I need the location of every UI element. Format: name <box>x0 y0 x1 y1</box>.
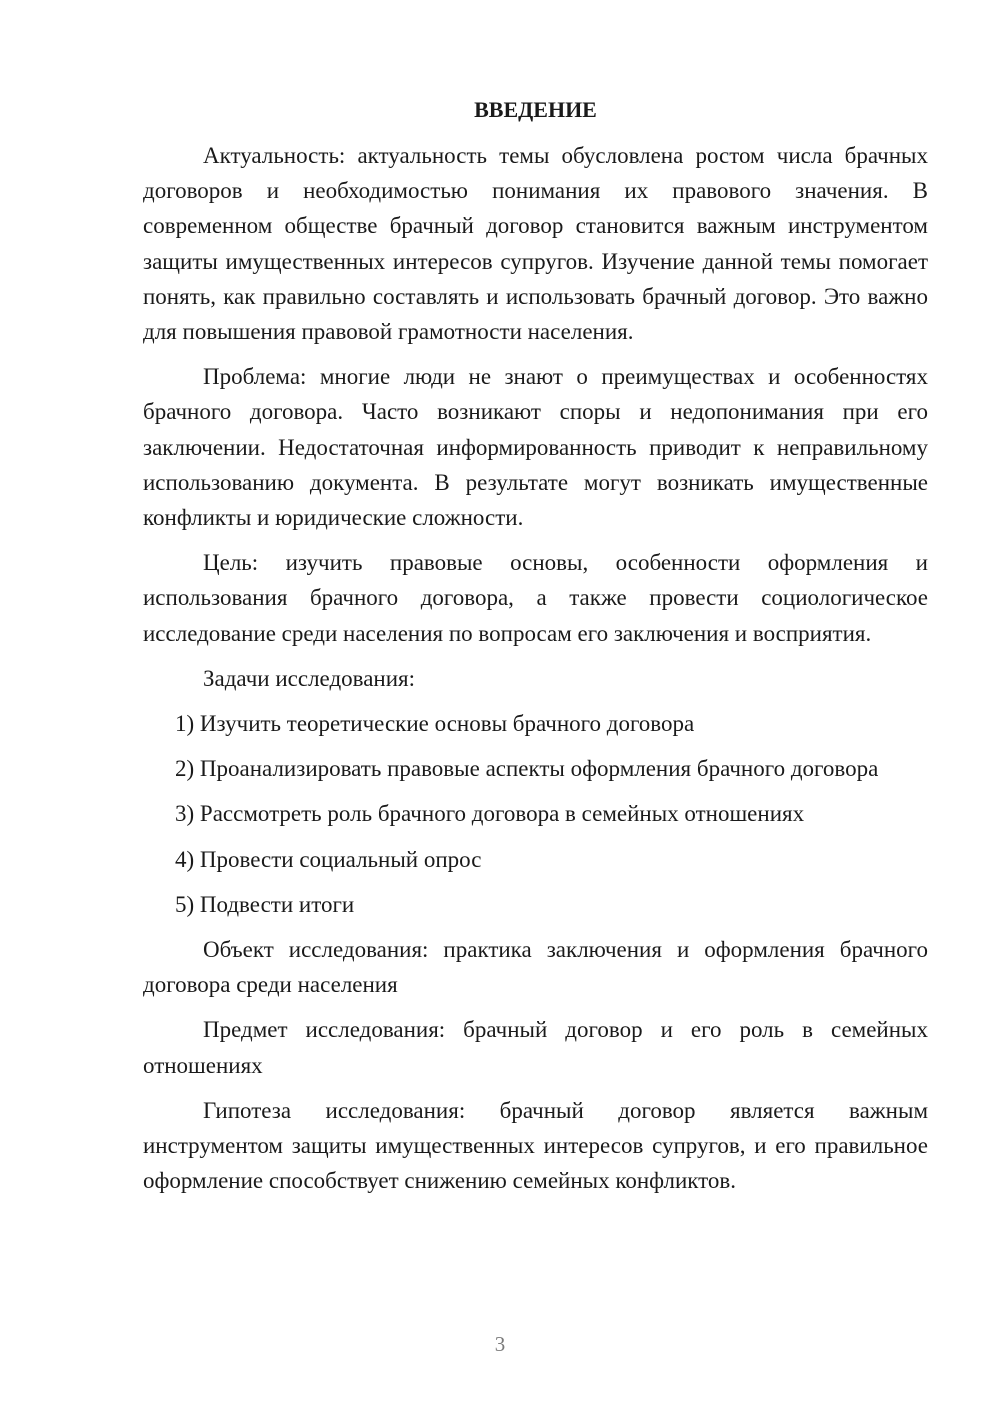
list-item-task-2: 2) Проанализировать правовые аспекты оформления брачного договора <box>175 756 879 782</box>
paragraph-problem: Проблема: многие люди не знают о преимуществах и особенностях брачного договора. Часто возникают споры и недопонимания при его заключении. Недостаточная информированность приводит к неправильному использованию документа. В результате могут возникать имущественные конфликты и юридические сложности. <box>143 364 928 531</box>
list-item-task-1: 1) Изучить теоретические основы брачного договора <box>175 711 695 737</box>
list-item-task-3: 3) Рассмотреть роль брачного договора в семейных отношениях <box>175 801 805 827</box>
list-item-task-4: 4) Провести социальный опрос <box>175 846 482 872</box>
paragraph-tasks-heading: Задачи исследования: <box>203 665 416 691</box>
paragraph-hypothesis: Гипотеза исследования: брачный договор является важным инструментом защиты имущественных интересов супругов, и его правильное оформление способствует снижению семейных конфликтов. <box>143 1097 928 1194</box>
paragraph-object: Объект исследования: практика заключения и оформления брачного договора среди населения <box>143 937 928 998</box>
paragraph-relevance: Актуальность: актуальность темы обусловлена ростом числа брачных договоров и необходимостью понимания их правового значения. В современном обществе брачный договор становится важным инструментом защиты имущественных интересов супругов. Изучение данной темы помогает понять, как правильно составлять и использовать брачный договор. Это важно для повышения правовой грамотности населения. <box>143 143 928 345</box>
paragraph-goal: Цель: изучить правовые основы, особенности оформления и использования брачного договора, а также провести социологическое исследование среди населения по вопросам его заключения и восприятия. <box>143 550 928 646</box>
list-item-task-5: 5) Подвести итоги <box>175 891 355 917</box>
document-page <box>143 92 928 1208</box>
section-title: ВВЕДЕНИЕ <box>474 97 597 122</box>
page-number: 3 <box>494 1332 506 1356</box>
paragraph-subject: Предмет исследования: брачный договор и его роль в семейных отношениях <box>143 1017 928 1078</box>
